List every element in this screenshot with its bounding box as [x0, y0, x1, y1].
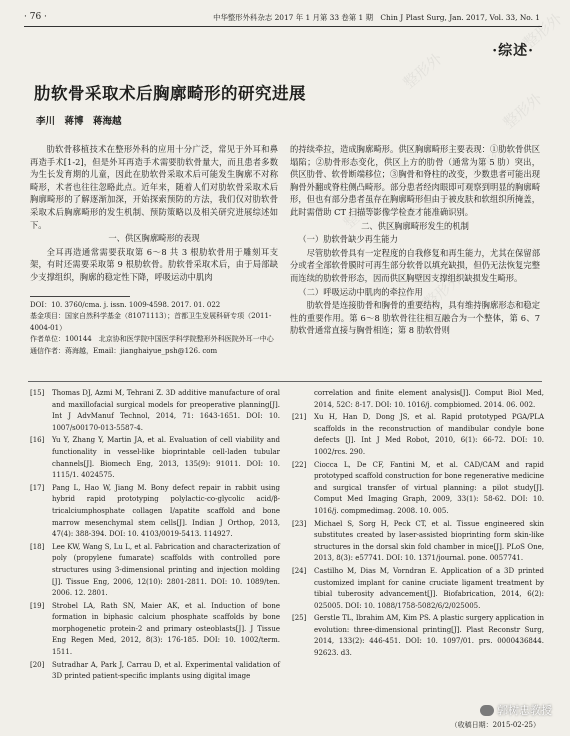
footnote — [30, 300, 278, 357]
body-paragraph: 肋软骨移植技术在整形外科的应用十分广泛，常见于外耳和鼻再造手术[1-2]，但是外耳再造手术需要肋软骨量大，而且患者多数为生长发育期的儿童，因此在肋软骨采取术后可能发生胸廓不对称畸形，术者也往往忽略此点。近年来，随着人们对肋软骨采取术后胸廓畸形的了解逐渐加深，开始探索预防的方法，我们仅对肋软骨采取术后胸廓畸形的发生机制、预防策略以及相关研究进展综述如下。 — [30, 144, 278, 230]
footnote-affiliation: 作者单位：100144 北京协和医学院中国医学科学院整形外科医院外耳一中心 — [30, 335, 274, 344]
reference-item — [30, 660, 280, 683]
reference-number: [15] — [30, 389, 45, 397]
reference-text: Yu Y, Zhang Y, Martin JA, et al. Evaluation of cell viability and functionality in vessel-like bioprintable cell-laden tubular channels[J]. Biomech Eng, 2013, 135(9): 91011. DOI: 10. 1115/1. 4024575. — [52, 436, 280, 480]
body-paragraph: 全耳再造通常需要获取第 6～8 共 3 根肋软骨用于雕刻耳支架，有时还需要采取第 9 根肋软骨。肋软骨采取术后，由于局部缺少支撑组织，胸廓的稳定性下降，呼吸运动中肌肉 — [30, 246, 278, 282]
reference-text: Michael S, Sorg H, Peck CT, et al. Tissue engineered skin substitutes created by laser-assisted bioprinting form skin-like structures in the dorsal skin fold chamber in mice[J]. PLoS One, 2013, 8(3): e57741. DOI: 10. 1371/journal. pone. 0057741. — [314, 519, 544, 563]
body-paragraph: 的持续牵拉，造成胸廓畸形。供区胸廓畸形主要表现：①肋软骨供区塌陷；②肋骨形态变化，供区上方的肋骨（通常为第 5 肋）突出，供区肋骨、软骨断端移位；③胸骨和脊柱的改变，少数患者可能出现胸骨外翻或脊柱侧凸畸形。部分患者经肉眼即可观察到明显的胸廓畸形，但也有部分患者虽存在胸廓畸形但由于被皮肤和软组织所掩盖，此时需借助 CT 扫描等影像学检查才能准确识别。 — [290, 144, 540, 217]
reference-text: Ciocca L, De CF, Fantini M, et al. CAD/CAM and rapid prototyped scaffold construction for bone regenerative medicine and surgical transfer of virtual planning: a pilot study[J]. Comput Med Imaging Graph, 2009, 33(1): 58-62. DOI: 10. 1016/j. compmedimag. 2008. 10. 005. — [314, 460, 544, 515]
body-paragraph: 尽管肋软骨具有一定程度的自我修复和再生能力，尤其在保留部分或者全部软骨膜时可再生部分软骨以填充缺损，但仍无法恢复完整而连续的肋软骨形态，因而供区胸壁因支撑组织缺损发生畸形。 — [290, 247, 540, 283]
footnote-rule — [30, 296, 130, 297]
reference-item — [292, 613, 544, 659]
wechat-watermark — [480, 702, 552, 718]
section-heading: 一、供区胸廓畸形的表现 — [108, 233, 200, 244]
section-heading: 二、供区胸廓畸形发生的机制 — [361, 220, 469, 231]
reference-text: Castilho M, Dias M, Vorndran E. Application of a 3D printed customized implant for canine cruciate ligament treatment by tibial tuberosity advancement[J]. Biofabrication, 2014, 6(2): 025005. DOI: 10. 1088/1758-5082/6/2/025005. — [314, 566, 544, 610]
header-rule — [24, 26, 542, 27]
reference-number: [20] — [30, 660, 45, 669]
footnote-doi: DOI：10. 3760/cma. j. issn. 1009-4598. 2017. 01. 022 — [30, 301, 221, 309]
reference-number: [16] — [30, 436, 45, 445]
reference-number: [22] — [292, 460, 307, 469]
reference-text: Pang L, Hao W, Jiang M. Bony defect repair in rabbit using hybrid rapid prototyping polylactic-co-glycolic acid/β-tricalciumphosphate collagen I/apatite scaffold and bone marrow mesenchymal stem cells[J]. Indian J Orthop, 2013, 47(4): 388-394. DOI: 10. 4103/0019-5413. 114927. — [52, 483, 280, 539]
reference-number: [25] — [292, 614, 307, 623]
page-number: · 76 · — [24, 12, 47, 22]
reference-number: [19] — [30, 601, 45, 610]
reference-number: [18] — [30, 542, 45, 551]
reference-text: Lee KW, Wang S, Lu L, et al. Fabrication and characterization of poly (propylene fumarate) scaffolds with controlled pore structures using 3-dimensional printing and injection molding [J]. Tissue Eng, 2006, 12(10): 2801-2811. DOI: 10. 1089/ten. 2006. 12. 2801. — [52, 542, 280, 598]
watermark: 整形外 — [499, 89, 546, 133]
journal-running-header: 中华整形外科杂志 2017 年 1 月第 33 卷第 1 期 Chin J Plast Surg, Jan. 2017, Vol. 33, No. 1 — [213, 13, 540, 22]
footnote-funding: 基金项目：国家自然科学基金（81071113）；首都卫生发展科研专项（2011-4004-01） — [30, 312, 272, 332]
reference-item — [292, 460, 544, 518]
reference-item — [30, 388, 280, 434]
article-authors: 李川 蒋博 蒋海越 — [36, 116, 122, 127]
left-column — [30, 143, 278, 285]
reference-number: [24] — [292, 566, 307, 575]
reference-item — [30, 542, 280, 600]
reference-text: correlation and finite element analysis[J]. Comput Biol Med, 2014, 52C: 8-17. DOI: 10. 1016/j. compbiomed. 2014. 06. 002. — [314, 389, 544, 409]
reference-text: Xu H, Han D, Dong JS, et al. Rapid prototyped PGA/PLA scaffolds in the reconstruction of mandibular condyle bone defects [J]. Int J Med Robot, 2010, 6(1): 66-72. DOI: 10. 1002/rcs. 290. — [314, 413, 544, 456]
wechat-account-label: 郭树忠教授 — [497, 704, 552, 717]
section-tag: ·综述· — [492, 43, 534, 59]
reference-item — [30, 483, 280, 541]
watermark: 整形外 — [339, 189, 386, 233]
reference-item — [292, 412, 544, 458]
wechat-icon — [480, 705, 494, 716]
subsection-heading: （一）肋软骨缺少再生能力 — [298, 234, 398, 245]
reference-text: Thomas DJ, Azmi M, Tehrani Z. 3D additive manufacture of oral and maxillofacial surgical models for preoperative planning[J]. Int J AdvManuf Technol, 2014, 71: 1643-1651. DOI: 10. 1007/s00170-013-5587-4. — [52, 389, 280, 432]
body-paragraph: 肋软骨是连接肋骨和胸骨的重要结构，具有维持胸廓形态和稳定性的重要作用。第 6～8 肋软骨往往相互融合为一个整体，第 6、7 肋软骨通常直接与胸骨相连；第 8 肋软骨则 — [290, 300, 540, 336]
watermark: 整形外 — [419, 269, 466, 313]
reference-text: Strobel LA, Rath SN, Maier AK, et al. Induction of bone formation in biphasic calcium phosphate scaffolds by bone morphogenetic protein-2 and primary osteoblasts[J]. J Tissue Eng Regen Med, 2012, 8(3): 176-185. DOI: 10. 1002/term. 1511. — [52, 601, 280, 657]
reference-number: [23] — [292, 519, 307, 528]
subsection-heading: （二）呼吸运动中肌肉的牵拉作用 — [298, 286, 423, 297]
references-rule — [28, 381, 542, 382]
right-column — [290, 143, 540, 338]
received-date: （收稿日期：2015-02-25） — [450, 721, 540, 729]
references-right-column — [292, 388, 544, 661]
watermark: 整形外 — [519, 9, 566, 53]
reference-number — [292, 388, 314, 411]
reference-number: [17] — [30, 483, 45, 492]
article-title: 肋软骨采取术后胸廓畸形的研究进展 — [34, 84, 306, 103]
watermark: 整形外 — [399, 49, 446, 93]
reference-number: [21] — [292, 413, 307, 422]
reference-item — [292, 388, 544, 411]
footnote-correspondence: 通信作者：蒋海越，Email：jianghaiyue_psh@126. com — [30, 346, 218, 355]
reference-item — [292, 519, 544, 565]
reference-item — [30, 601, 280, 659]
reference-text: Sutradhar A, Park J, Carrau D, et al. Experimental validation of 3D printed patient-specific implants using digital image — [52, 660, 280, 681]
reference-text: Gerstle TL, Ibrahim AM, Kim PS. A plastic surgery application in evolution: three-dimensional printing[J]. Plast Reconstr Surg, 2014, 133(2): 446-451. DOI: 10. 1097/01. prs. 0000436844. 92623. d3. — [314, 614, 544, 658]
references-left-column — [30, 388, 280, 684]
watermark: 整形外 — [469, 139, 516, 183]
reference-item — [30, 435, 280, 481]
reference-item — [292, 566, 544, 612]
